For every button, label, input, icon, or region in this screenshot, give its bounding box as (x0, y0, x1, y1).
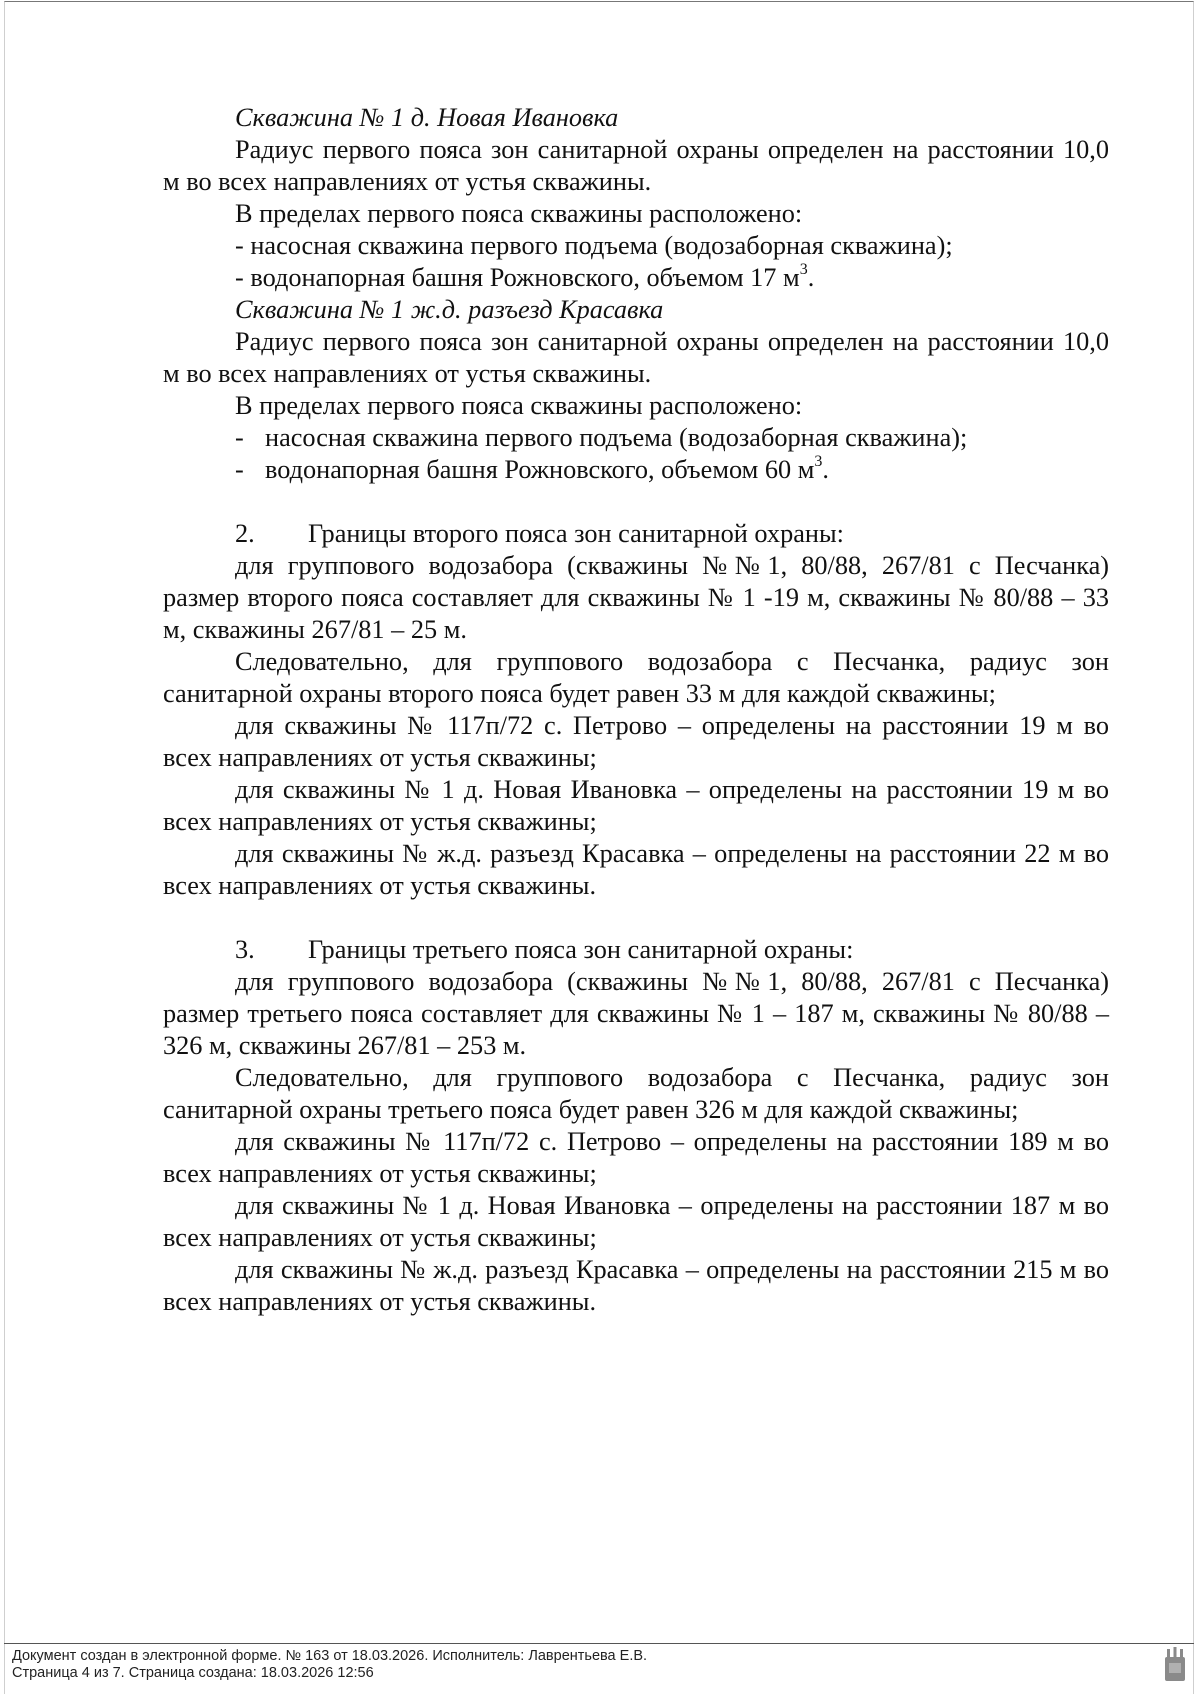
list-item-end: . (822, 455, 829, 484)
superscript: 3 (799, 261, 808, 279)
paragraph: для скважины № 117п/72 с. Петрово – определены на расстоянии 189 м во всех направлениях от устья скважины; (163, 1127, 1109, 1188)
list-item (163, 262, 1109, 294)
paragraph: Следовательно, для группового водозабора с Песчанка, радиус зон санитарной охраны третьего пояса будет равен 326 м для каждой скважины; (163, 1063, 1109, 1124)
list-item: - насосная скважина первого подъема (водозаборная скважина); (235, 231, 953, 260)
list-item-text (265, 454, 1109, 486)
paragraph: В пределах первого пояса скважины расположено: (235, 391, 803, 420)
spacer (163, 486, 1109, 518)
list-item-end: . (807, 263, 815, 292)
paragraph: Радиус первого пояса зон санитарной охраны определен на расстоянии 10,0 м во всех направлениях от устья скважины. (163, 135, 1109, 196)
paragraph: для скважины № 1 д. Новая Ивановка – определены на расстоянии 19 м во всех направлениях от устья скважины; (163, 775, 1109, 836)
well-title-novaya-ivanovka: Скважина № 1 д. Новая Ивановка (235, 103, 619, 132)
list-dash: - (235, 455, 244, 484)
list-item-body: водонапорная башня Рожновского, объемом 60 м (265, 455, 815, 484)
list-item (163, 422, 1109, 454)
document-footer (4, 1643, 1194, 1693)
footer-text (12, 1648, 647, 1682)
section-number: 3. (235, 935, 255, 964)
list-dash: - (235, 423, 244, 452)
footer-line-1: Документ создан в электронной форме. № 163 от 18.03.2026. Исполнитель: Лаврентьева Е.В. (12, 1648, 648, 1664)
paragraph: для скважины № 1 д. Новая Ивановка – определены на расстоянии 187 м во всех направлениях от устья скважины; (163, 1191, 1109, 1252)
section-heading-3 (163, 934, 1109, 966)
list-item-text: - водонапорная башня Рожновского, объемом 17 м (235, 263, 800, 292)
paragraph: В пределах первого пояса скважины расположено: (235, 199, 803, 228)
superscript: 3 (814, 453, 823, 471)
coat-of-arms-icon (1164, 1647, 1186, 1683)
footer-line-2: Страница 4 из 7. Страница создана: 18.03.2026 12:56 (12, 1665, 374, 1681)
paragraph: для скважины № ж.д. разъезд Красавка – определены на расстоянии 215 м во всех направлениях от устья скважины. (163, 1255, 1109, 1316)
spacer (163, 902, 1109, 934)
list-item (163, 454, 1109, 486)
paragraph: для группового водозабора (скважины №№1, 80/88, 267/81 с Песчанка) размер второго пояса составляет для скважины № 1 -19 м, скважины № 80/88 – 33 м, скважины 267/81 – 25 м. (163, 551, 1109, 644)
section-number: 2. (235, 519, 255, 548)
paragraph: Радиус первого пояса зон санитарной охраны определен на расстоянии 10,0 м во всех направлениях от устья скважины. (163, 327, 1109, 388)
paragraph: Следовательно, для группового водозабора с Песчанка, радиус зон санитарной охраны второго пояса будет равен 33 м для каждой скважины; (163, 647, 1109, 708)
paragraph: для группового водозабора (скважины №№1, 80/88, 267/81 с Песчанка) размер третьего пояса составляет для скважины № 1 – 187 м, скважины № 80/88 – 326 м, скважины 267/81 – 253 м. (163, 967, 1109, 1060)
list-item-text: насосная скважина первого подъема (водозаборная скважина); (265, 423, 968, 452)
document-body (163, 102, 1109, 1318)
well-title-krasavka: Скважина № 1 ж.д. разъезд Красавка (235, 295, 664, 324)
paragraph: для скважины № ж.д. разъезд Красавка – определены на расстоянии 22 м во всех направлениях от устья скважины. (163, 839, 1109, 900)
section-heading-2 (163, 518, 1109, 550)
section-title: Границы второго пояса зон санитарной охраны: (308, 519, 844, 548)
paragraph: для скважины № 117п/72 с. Петрово – определены на расстоянии 19 м во всех направлениях от устья скважины; (163, 711, 1109, 772)
section-title: Границы третьего пояса зон санитарной охраны: (308, 935, 854, 964)
